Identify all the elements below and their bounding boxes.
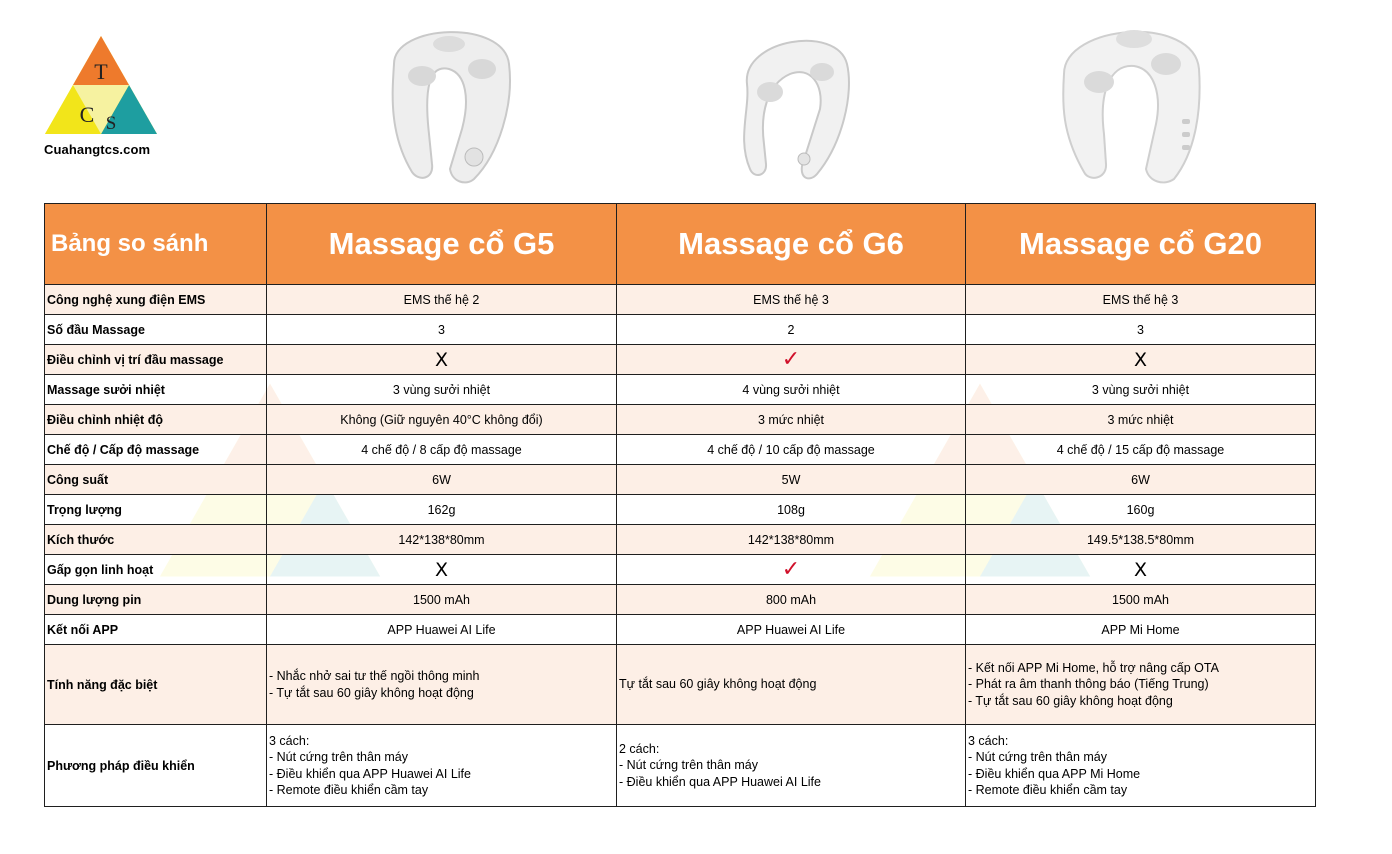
cell-g5 xyxy=(267,465,617,495)
cell-g20 xyxy=(966,615,1316,645)
logo-letter-t: T xyxy=(94,59,108,84)
cell-g6 xyxy=(617,405,966,435)
control-g6 xyxy=(617,725,966,807)
cell-value: 3 mức nhiệt xyxy=(1107,412,1174,427)
table-row xyxy=(45,465,1316,495)
cell-g20 xyxy=(966,285,1316,315)
cell-g5 xyxy=(267,585,617,615)
cell-g5-no xyxy=(267,345,617,375)
row-label: Kích thước xyxy=(45,525,267,555)
cell-value: APP Huawei AI Life xyxy=(387,622,496,637)
cell-g20 xyxy=(966,585,1316,615)
row-label: Công nghệ xung điện EMS xyxy=(45,285,267,315)
cell-value: EMS thế hệ 3 xyxy=(753,292,829,307)
cell-value: 1500 mAh xyxy=(1112,592,1169,607)
cell-value: EMS thế hệ 3 xyxy=(1102,292,1179,307)
logo-letter-s: S xyxy=(105,113,117,134)
cell-g5 xyxy=(267,435,617,465)
row-label: Số đầu Massage xyxy=(45,315,267,345)
cell-g20 xyxy=(966,375,1316,405)
list-line: 3 cách: xyxy=(269,733,310,748)
row-label: Gấp gọn linh hoạt xyxy=(45,555,267,585)
special-g20 xyxy=(966,645,1316,725)
row-label: Tính năng đặc biệt xyxy=(45,645,267,725)
column-header-g20: Massage cổ G20 xyxy=(966,204,1316,285)
list-line: - Điều khiển qua APP Huawei AI Life xyxy=(269,766,471,781)
cell-g20 xyxy=(966,405,1316,435)
table-row xyxy=(45,285,1316,315)
list-line: - Tự tắt sau 60 giây không hoạt động xyxy=(269,685,474,700)
control-g5 xyxy=(267,725,617,807)
table-row xyxy=(45,495,1316,525)
row-label: Trọng lượng xyxy=(45,495,267,525)
cross-icon: X xyxy=(1133,558,1148,581)
cell-g5-no xyxy=(267,555,617,585)
table-row xyxy=(45,555,1316,585)
cell-g20 xyxy=(966,465,1316,495)
cell-g5 xyxy=(267,525,617,555)
column-header-g6: Massage cổ G6 xyxy=(617,204,966,285)
table-row xyxy=(45,345,1316,375)
cell-g20 xyxy=(966,315,1316,345)
comparison-table-wrapper xyxy=(44,203,1316,807)
cell-g6-yes xyxy=(617,555,966,585)
cell-value: 3 xyxy=(438,322,445,337)
row-label: Massage sưởi nhiệt xyxy=(45,375,267,405)
cell-value: 142*138*80mm xyxy=(398,532,485,547)
comparison-table xyxy=(44,203,1316,807)
cell-g6 xyxy=(617,525,966,555)
table-row xyxy=(45,315,1316,345)
cell-value: 4 chế độ / 8 cấp độ massage xyxy=(361,442,522,457)
cell-value: 800 mAh xyxy=(765,592,817,607)
logo-letter-c: C xyxy=(79,102,95,127)
cell-value: 3 xyxy=(1137,322,1144,337)
cell-g6 xyxy=(617,585,966,615)
table-row xyxy=(45,525,1316,555)
cell-g20 xyxy=(966,435,1316,465)
row-label: Kết nối APP xyxy=(45,615,267,645)
cell-value: 5W xyxy=(781,472,801,487)
cell-g5 xyxy=(267,285,617,315)
table-row xyxy=(45,435,1316,465)
cross-icon: X xyxy=(434,558,449,581)
special-g6 xyxy=(617,645,966,725)
list-line: - Điều khiển qua APP Huawei AI Life xyxy=(619,774,821,789)
list-line: 3 cách: xyxy=(968,733,1009,748)
row-label: Dung lượng pin xyxy=(45,585,267,615)
list-line: - Điều khiển qua APP Mi Home xyxy=(968,766,1141,781)
cell-value: 4 chế độ / 15 cấp độ massage xyxy=(1056,442,1225,457)
row-label: Điều chỉnh vị trí đầu massage xyxy=(45,345,267,375)
product-image-g20 xyxy=(1054,14,1204,186)
row-label: Chế độ / Cấp độ massage xyxy=(45,435,267,465)
list-line: - Nút cứng trên thân máy xyxy=(269,750,408,764)
special-g5 xyxy=(267,645,617,725)
list-line: 2 cách: xyxy=(619,741,660,756)
list-line: - Kết nối APP Mi Home, hỗ trợ nâng cấp OTA xyxy=(968,660,1219,675)
list-line: - Remote điều khiển cầm tay xyxy=(269,783,429,797)
cell-value: 2 xyxy=(787,322,795,337)
row-label: Phương pháp điều khiển xyxy=(45,725,267,807)
cell-g6 xyxy=(617,315,966,345)
list-line: Tự tắt sau 60 giây không hoạt động xyxy=(619,677,817,692)
cell-value: 4 vùng sưởi nhiệt xyxy=(742,382,840,397)
cell-value: APP Mi Home xyxy=(1101,622,1180,637)
cell-g6-yes xyxy=(617,345,966,375)
list-line: - Nút cứng trên thân máy xyxy=(619,758,758,773)
table-row-special-features xyxy=(45,645,1316,725)
cell-value: 4 chế độ / 10 cấp độ massage xyxy=(707,442,875,457)
table-row xyxy=(45,585,1316,615)
cell-value: 3 vùng sưởi nhiệt xyxy=(1091,382,1190,397)
table-row xyxy=(45,375,1316,405)
cell-value: APP Huawei AI Life xyxy=(736,622,846,637)
list-line: - Nhắc nhở sai tư thế ngồi thông minh xyxy=(269,669,480,683)
table-row xyxy=(45,615,1316,645)
cell-value: 3 mức nhiệt xyxy=(757,412,825,427)
cell-g5 xyxy=(267,405,617,435)
cell-value: 6W xyxy=(432,472,451,487)
table-body xyxy=(45,285,1316,645)
row-label: Điều chỉnh nhiệt độ xyxy=(45,405,267,435)
table-title: Bảng so sánh xyxy=(45,204,267,285)
table-row-control-method xyxy=(45,725,1316,807)
cell-g5 xyxy=(267,495,617,525)
list-line: - Nút cứng trên thân máy xyxy=(968,750,1107,764)
cell-g5 xyxy=(267,315,617,345)
cell-value: 108g xyxy=(777,502,805,517)
cell-g5 xyxy=(267,375,617,405)
tcs-logo xyxy=(40,34,162,159)
list-line: - Remote điều khiển cầm tay xyxy=(968,783,1128,797)
cell-g6 xyxy=(617,495,966,525)
table-header-row xyxy=(45,204,1316,285)
cross-icon: X xyxy=(1133,348,1148,371)
cell-g20 xyxy=(966,495,1316,525)
product-image-g6 xyxy=(722,14,862,186)
list-line: - Tự tắt sau 60 giây không hoạt động xyxy=(968,693,1173,708)
cell-value: EMS thế hệ 2 xyxy=(403,292,480,307)
control-g20 xyxy=(966,725,1316,807)
cell-g5 xyxy=(267,615,617,645)
check-icon: ✓ xyxy=(781,557,801,582)
column-header-g5: Massage cổ G5 xyxy=(267,204,617,285)
cell-g20 xyxy=(966,525,1316,555)
cell-value: 160g xyxy=(1126,502,1155,517)
cell-value: 149.5*138.5*80mm xyxy=(1086,532,1195,547)
cross-icon: X xyxy=(434,348,449,371)
cell-g20-no xyxy=(966,555,1316,585)
table-row xyxy=(45,405,1316,435)
cell-g6 xyxy=(617,465,966,495)
list-line: - Phát ra âm thanh thông báo (Tiếng Trung) xyxy=(968,677,1209,692)
cell-g6 xyxy=(617,435,966,465)
cell-value: 142*138*80mm xyxy=(747,532,835,547)
cell-value: Không (Giữ nguyên 40°C không đổi) xyxy=(340,412,543,427)
site-name: Cuahangtcs.com xyxy=(44,142,151,157)
check-icon: ✓ xyxy=(781,347,801,372)
cell-g6 xyxy=(617,615,966,645)
cell-g6 xyxy=(617,285,966,315)
cell-value: 1500 mAh xyxy=(413,592,470,607)
cell-value: 162g xyxy=(427,502,456,517)
cell-g20-no xyxy=(966,345,1316,375)
cell-value: 6W xyxy=(1131,472,1150,487)
cell-g6 xyxy=(617,375,966,405)
product-image-g5 xyxy=(374,14,524,186)
row-label: Công suất xyxy=(45,465,267,495)
cell-value: 3 vùng sưởi nhiệt xyxy=(392,382,491,397)
